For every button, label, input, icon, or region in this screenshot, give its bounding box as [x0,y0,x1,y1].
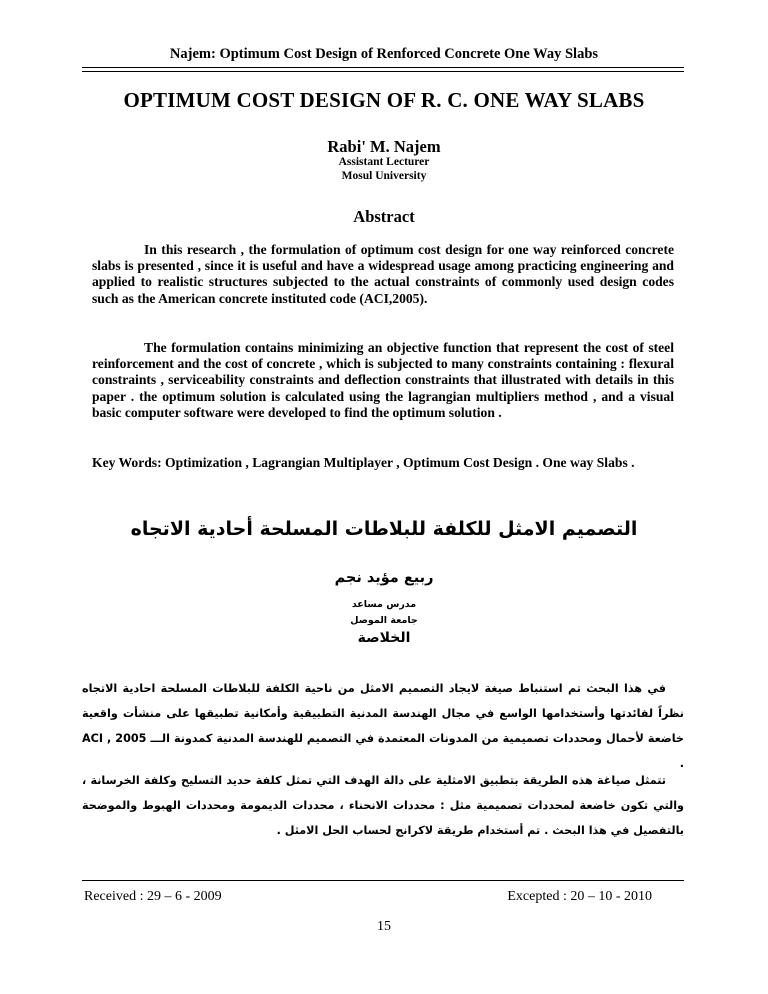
abstract-paragraph-2: The formulation contains minimizing an objective function that represent the cost of steel reinforcement and the cost of concrete , which is subjected to many constraints containing : flexural constraints , serviceability constraints and deflection constraints that illustrated with details in this paper . the optimum solution is calculated using the lagrangian multipliers method , and a visual basic computer software were developed to find the optimum solution . [92,340,674,420]
arabic-abstract-heading: الخلاصة [357,630,411,646]
author-position: Assistant Lecturer [338,156,430,168]
arabic-title: التصميم الامثل للكلفة للبلاطات المسلحة أحادية الاتجاه [130,518,638,540]
arabic-author-position: مدرس مساعد [351,599,417,610]
arabic-paragraph-2: تتمثل صياغة هذه الطريقة بتطبيق الامثلية على دالة الهدف التي تمثل كلفة حديد التسليح وكلفة الخرسانة ، والتي تكون خاضعة لمحددات تصميمية مثل : محددات الانحناء ، محددات الديمومة ومحددات الهبوط والموضحة بالتفصيل في هذا البحث . تم أستخدام طريقة لاكرانج لحساب الحل الامثل . [82,774,684,837]
abstract-paragraph-1: In this research , the formulation of optimum cost design for one way reinforced concrete slabs is presented , since it is useful and have a widespread usage among practicing engineering and applied to realistic structures subjected to the actual constraints of commonly used design codes such as the American concrete instituted code (ACI,2005). [92,242,674,306]
accepted-date: Excepted : 20 – 10 - 2010 [507,889,652,904]
header-rule-thin [82,71,684,72]
page-number: 15 [377,919,391,934]
arabic-author-affiliation: جامعة الموصل [350,615,418,626]
received-date: Received : 29 – 6 - 2009 [84,889,222,904]
header-rule-thick [82,67,684,68]
arabic-author-name: ربيع مؤيد نجم [334,570,434,586]
abstract-heading: Abstract [353,207,415,226]
author-affiliation: Mosul University [341,170,427,182]
keywords: Key Words: Optimization , Lagrangian Multiplayer , Optimum Cost Design . One way Slabs . [92,455,635,470]
footer-rule [82,880,684,881]
paper-title: OPTIMUM COST DESIGN OF R. C. ONE WAY SLABS [123,88,645,112]
arabic-paragraph-1: في هذا البحث تم استنباط صيغة لايجاد التصميم الامثل من ناحية الكلفة للبلاطات المسلحة احادية الاتجاه نظراً لفائدتها وأستخدامها الواسع في مجال الهندسة المدنية التطبيقية وأمكانية تطبيقها على منشأت واقعية خاضعة لأحمال ومحددات تصميمية من المدونات المعتمدة في التصميم للهندسة المدنية كمدونة الـــ ACI , 2005 . [82,682,684,770]
running-head: Najem: Optimum Cost Design of Renforced Concrete One Way Slabs [169,46,599,62]
author-name: Rabi' M. Najem [327,137,441,156]
